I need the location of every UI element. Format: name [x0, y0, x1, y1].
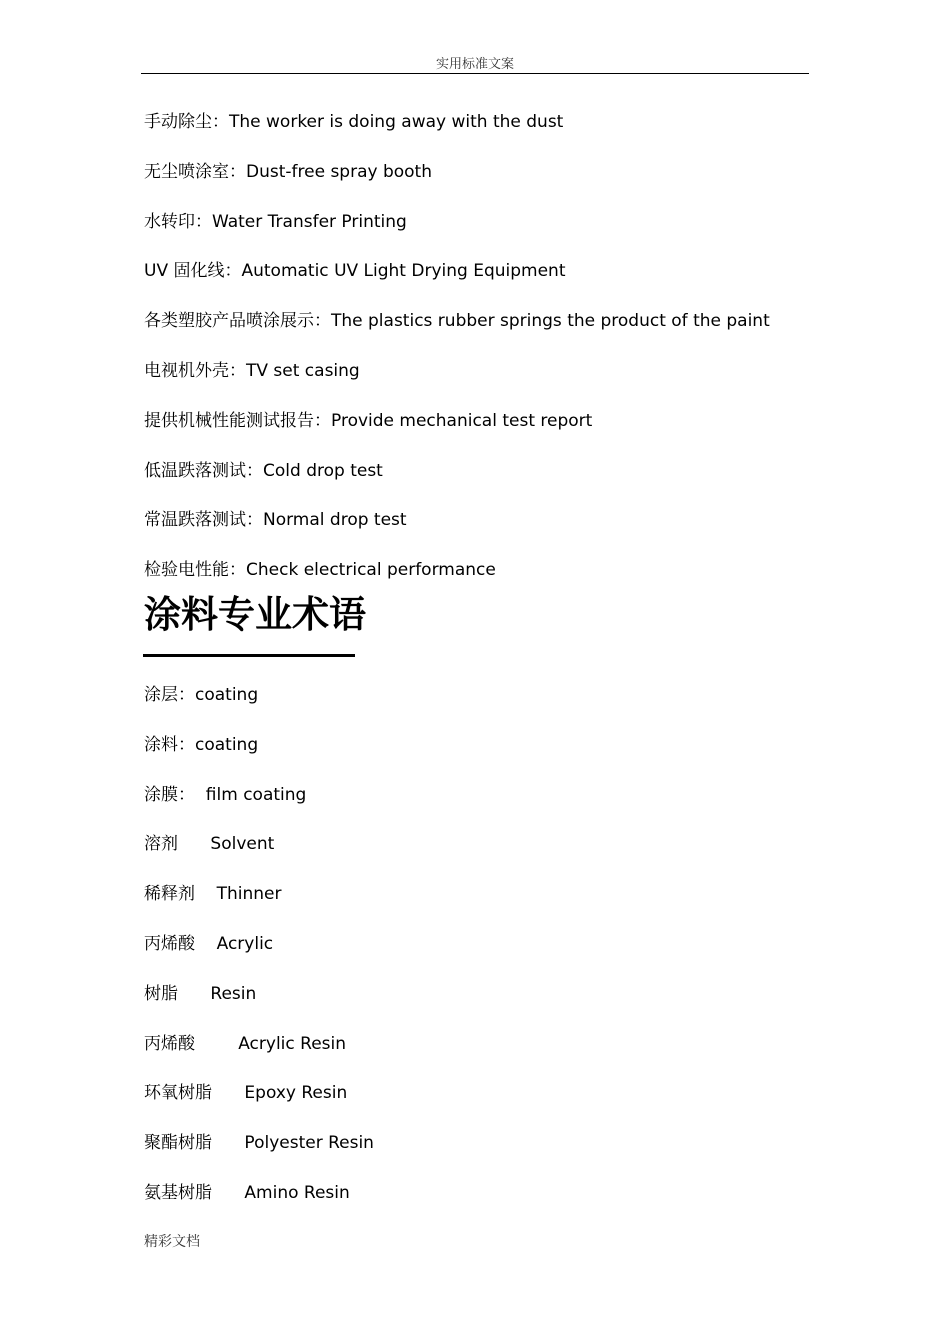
section-title: 涂料专业术语	[144, 593, 366, 636]
page-header: 实用标准文案	[141, 56, 809, 74]
term-line: 手动除尘：The worker is doing away with the dust	[144, 112, 564, 132]
term-line: 电视机外壳：TV set casing	[144, 360, 360, 381]
term-line: 提供机械性能测试报告：Provide mechanical test report	[144, 410, 593, 431]
term-line: 丙烯酸 Acrylic Resin	[144, 1033, 347, 1054]
term-line: 聚酯树脂 Polyester Resin	[144, 1133, 374, 1154]
term-line: UV 固化线：Automatic UV Light Drying Equipment	[144, 261, 566, 282]
term-line: 氨基树脂 Amino Resin	[144, 1182, 350, 1203]
term-line: 溶剂 Solvent	[144, 834, 275, 855]
term-line: 检验电性能：Check electrical performance	[144, 560, 496, 581]
term-line: 环氧树脂 Epoxy Resin	[144, 1083, 348, 1104]
term-list-bottom	[144, 685, 374, 1233]
term-line: 水转印：Water Transfer Printing	[144, 211, 407, 232]
term-list-top	[144, 112, 770, 610]
term-line: 涂料：coating	[144, 734, 259, 755]
term-line: 无尘喷涂室：Dust-free spray booth	[144, 161, 432, 182]
term-line: 树脂 Resin	[144, 983, 257, 1004]
term-line: 丙烯酸 Acrylic	[144, 933, 274, 954]
title-underline	[143, 654, 355, 657]
term-line: 各类塑胶产品喷涂展示：The plastics rubber springs the product of the paint	[144, 311, 770, 332]
term-line: 涂膜： film coating	[144, 784, 307, 805]
term-line: 低温跌落测试：Cold drop test	[144, 460, 383, 481]
term-line: 常温跌落测试：Normal drop test	[144, 510, 407, 531]
term-line: 涂层：coating	[144, 685, 259, 705]
term-line: 稀释剂 Thinner	[144, 884, 282, 905]
page-footer: 精彩文档	[144, 1234, 200, 1250]
